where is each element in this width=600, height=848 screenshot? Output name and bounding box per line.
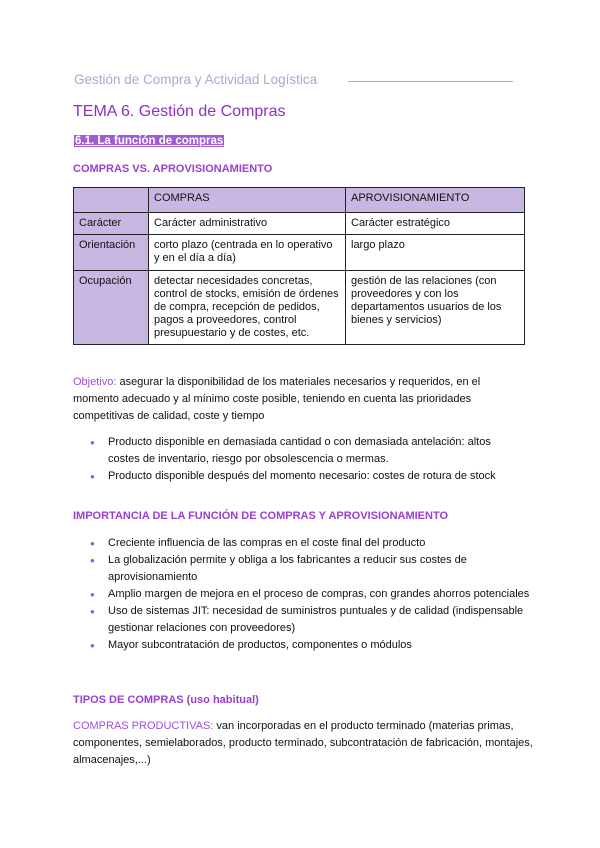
table-cell: largo plazo [346,235,525,271]
list-item: ● Mayor subcontratación de productos, componentes o módulos [90,637,535,654]
comparison-heading: COMPRAS VS. APROVISIONAMIENTO [73,163,273,175]
objective-text: asegurar la disponibilidad de los materiales necesarios y requeridos, en el momento adecuado y al mínimo coste posible, teniendo en cuenta las prioridades competitivas de calidad, coste y tiempo [73,376,481,422]
table-cell: Carácter administrativo [149,213,346,235]
table-cell: gestión de las relaciones (con proveedores y con los departamentos usuarios de los bienes y servicios) [346,271,525,345]
table-header-row [74,188,525,213]
table-corner-cell [74,188,149,213]
row-label: Orientación [74,235,149,271]
table-cell: corto plazo (centrada en lo operativo y en el día a día) [149,235,346,271]
importance-bullet-list [90,535,535,654]
list-item: ● Producto disponible en demasiada cantidad o con demasiada antelación: altos costes de inventario, riesgo por obsolescencia o mermas. [90,434,510,468]
tipos-text: van incorporadas en el producto terminado (materias primas, componentes, semielaborados, producto terminado, subcontratación de fabricación, montajes, almacenajes,...) [73,720,533,766]
table-cell: Carácter estratégico [346,213,525,235]
table-row [74,235,525,271]
list-item: ● Producto disponible después del momento necesario: costes de rotura de stock [90,468,510,485]
table-row [74,213,525,235]
table-row [74,271,525,345]
comparison-table [73,187,525,345]
header-rule [348,81,513,82]
list-item: ● Uso de sistemas JIT: necesidad de suministros puntuales y de calidad (indispensable gestionar relaciones con proveedores) [90,603,535,637]
tipos-paragraph [73,718,533,769]
row-label: Ocupación [74,271,149,345]
tipos-heading: TIPOS DE COMPRAS (uso habitual) [73,694,259,706]
section-heading: 6.1. La función de compras [75,135,224,147]
list-item: ● La globalización permite y obliga a los fabricantes a reducir sus costes de aprovisionamiento [90,552,535,586]
objective-label: Objetivo: [73,376,117,388]
importance-heading: IMPORTANCIA DE LA FUNCIÓN DE COMPRAS Y APROVISIONAMIENTO [73,510,449,522]
list-item: ● Creciente influencia de las compras en el coste final del producto [90,535,535,552]
table-header-aprovisionamiento: APROVISIONAMIENTO [346,188,525,213]
objective-paragraph [73,374,513,425]
row-label: Carácter [74,213,149,235]
tipos-label: COMPRAS PRODUCTIVAS: [73,720,214,732]
list-item: ● Amplio margen de mejora en el proceso de compras, con grandes ahorros potenciales [90,586,535,603]
table-header-compras: COMPRAS [149,188,346,213]
page-title: TEMA 6. Gestión de Compras [73,103,286,120]
document-header-title: Gestión de Compra y Actividad Logística [74,72,318,87]
objective-bullet-list [90,434,510,485]
table-cell: detectar necesidades concretas, control de stocks, emisión de órdenes de compra, recepción de pedidos, pagos a proveedores, control presupuestario y de costes, etc. [149,271,346,345]
